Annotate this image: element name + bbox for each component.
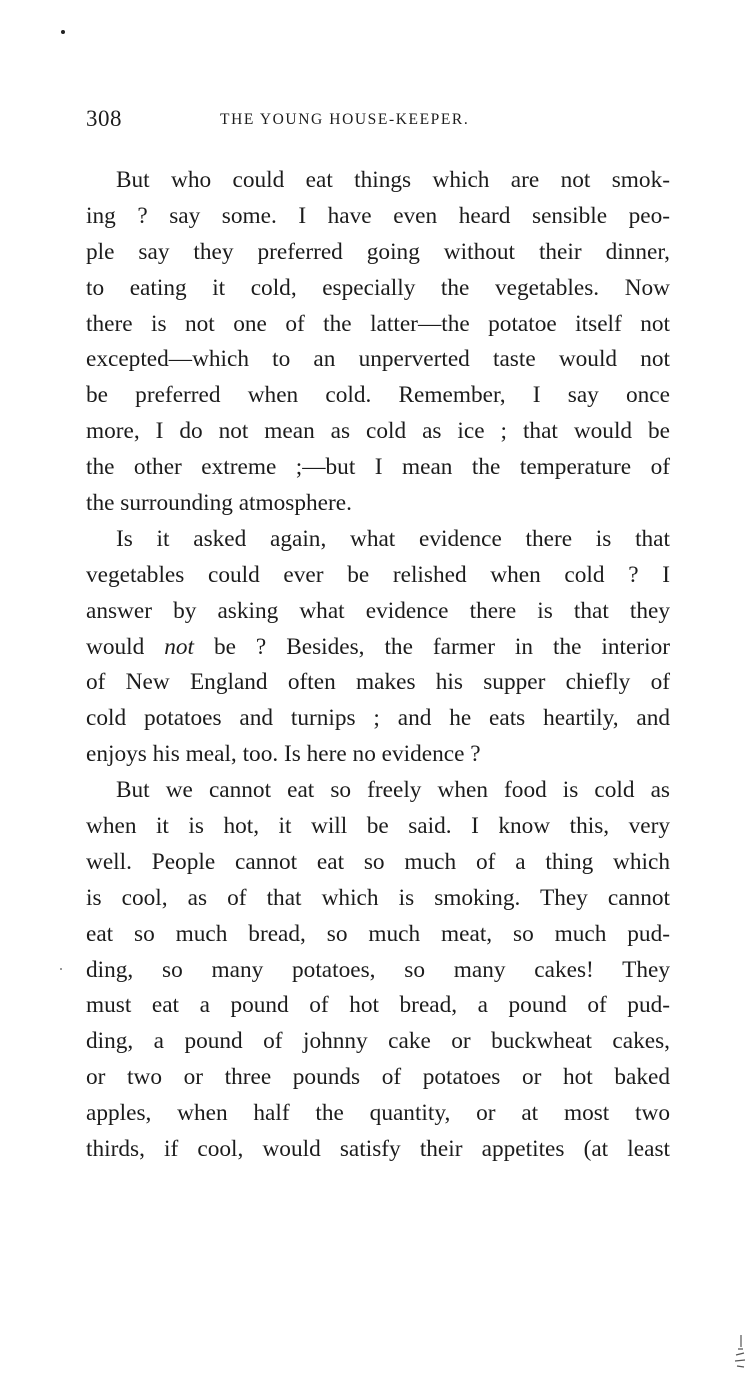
emphasis-word: not [164, 633, 194, 660]
text-line: ding, a pound of johnny cake or buckwheat cakes, [86, 1028, 670, 1055]
paragraph-2 [86, 522, 670, 773]
text-line: Is it asked again, what evidence there is that [116, 525, 670, 552]
paragraph-1 [86, 163, 670, 522]
text-line: of New England often makes his supper chiefly of [86, 669, 670, 696]
text-line: the other extreme ;—but I mean the temperature of [86, 454, 670, 481]
text-line: or two or three pounds of potatoes or hot baked [86, 1064, 670, 1091]
text-line: thirds, if cool, would satisfy their appetites (at least [86, 1136, 670, 1163]
text-line: But we cannot eat so freely when food is cold as [116, 777, 670, 804]
text-line: is cool, as of that which is smoking. They cannot [86, 884, 670, 911]
page-number: 308 [86, 106, 122, 131]
text-line: apples, when half the quantity, or at most two [86, 1100, 670, 1127]
text-line: ple say they preferred going without their dinner, [86, 238, 670, 265]
ink-speck [61, 30, 65, 34]
text-line: eat so much bread, so much meat, so much pud- [86, 920, 670, 947]
text-line: answer by asking what evidence there is that they [86, 597, 670, 624]
scan-corner-mark [732, 1333, 746, 1369]
running-title: THE YOUNG HOUSE-KEEPER. [220, 111, 470, 128]
ink-speck-small [60, 968, 62, 970]
text-line: when it is hot, it will be said. I know this, very [86, 813, 670, 840]
text-line: be preferred when cold. Remember, I say once [86, 382, 670, 409]
text-line: must eat a pound of hot bread, a pound of pud- [86, 992, 670, 1019]
running-head [86, 106, 670, 136]
text-line: more, I do not mean as cold as ice ; that would be [86, 418, 670, 445]
text-line: to eating it cold, especially the vegetables. Now [86, 274, 670, 301]
text-line: would not be ? Besides, the farmer in the interior [86, 633, 670, 660]
text-line: enjoys his meal, too. Is here no evidence ? [86, 741, 481, 768]
body-text [86, 163, 670, 1168]
text-line: well. People cannot eat so much of a thing which [86, 848, 670, 875]
text-line: cold potatoes and turnips ; and he eats heartily, and [86, 705, 670, 732]
text-line: ding, so many potatoes, so many cakes! They [86, 956, 670, 983]
text-line: ing ? say some. I have even heard sensible peo- [86, 202, 670, 229]
text-line: vegetables could ever be relished when cold ? I [86, 561, 670, 588]
text-line: the surrounding atmosphere. [86, 490, 352, 517]
text-line: excepted—which to an unperverted taste would not [86, 346, 670, 373]
paragraph-3 [86, 773, 670, 1168]
text-line: there is not one of the latter—the potatoe itself not [86, 310, 670, 337]
text-line: But who could eat things which are not smok- [116, 167, 670, 193]
